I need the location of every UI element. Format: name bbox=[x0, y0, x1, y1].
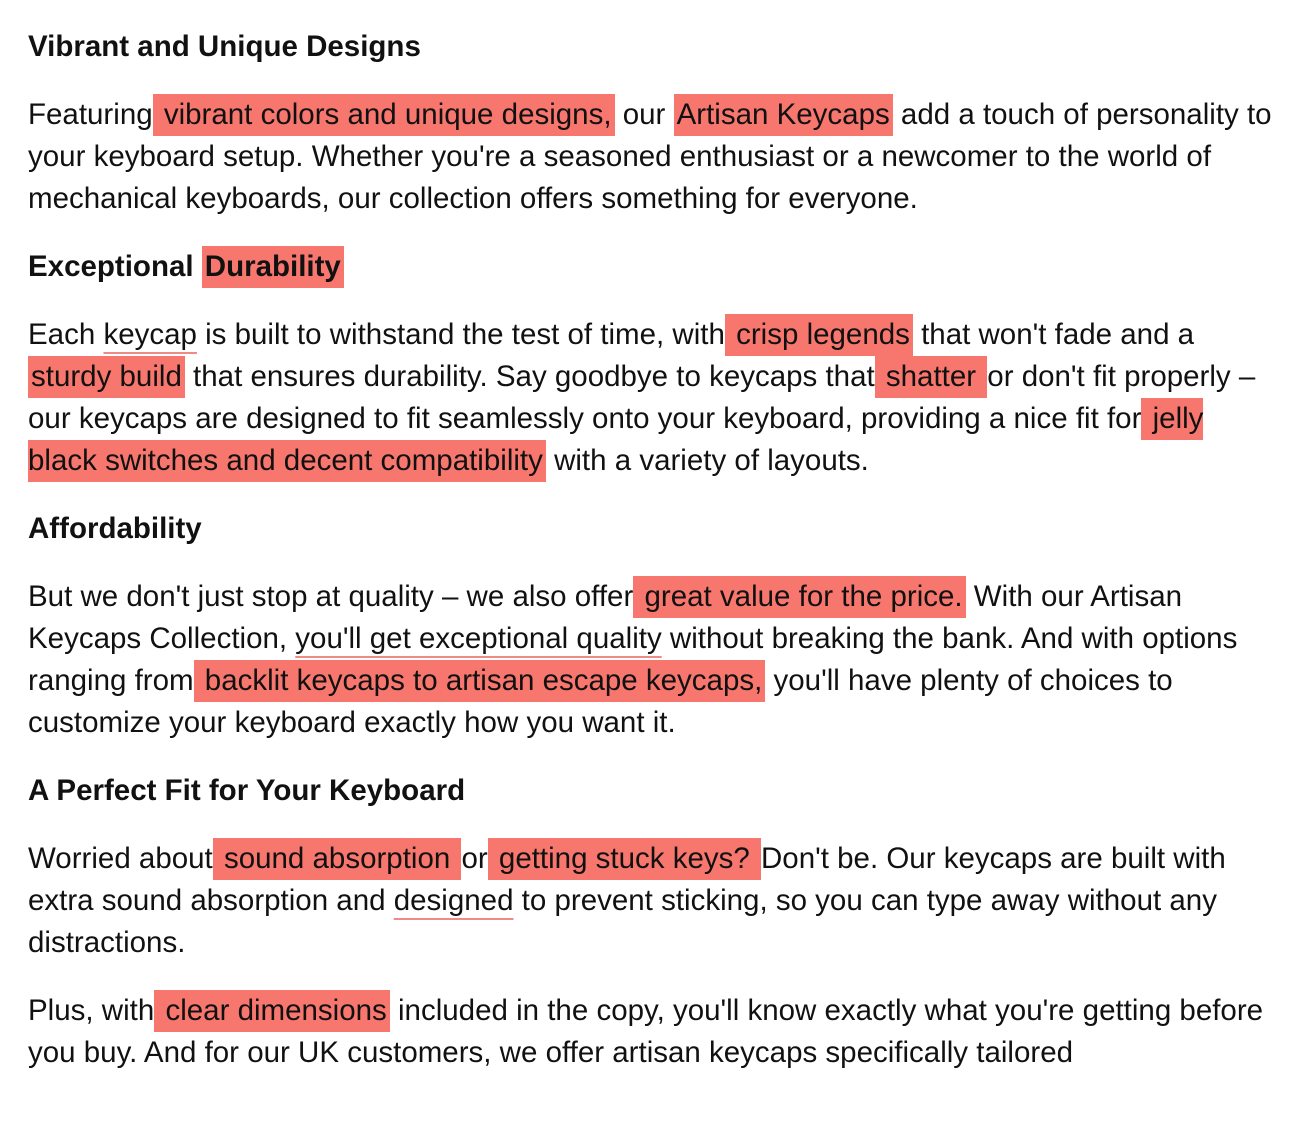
section-heading bbox=[28, 508, 1278, 550]
highlighted-phrase: sturdy build bbox=[28, 356, 185, 398]
paragraph[interactable] bbox=[28, 838, 1278, 964]
document-body bbox=[28, 26, 1278, 1100]
highlighted-phrase: getting stuck keys? bbox=[488, 838, 761, 880]
text-run: that won't fade and a bbox=[912, 318, 1195, 351]
heading-text: Exceptional bbox=[28, 250, 202, 283]
text-run: is built to withstand the test of time, with bbox=[196, 318, 725, 351]
text-run: that ensures durability. Say goodbye to keycaps that bbox=[184, 360, 875, 393]
text-run: our bbox=[614, 98, 674, 131]
section-affordability bbox=[28, 508, 1278, 744]
section-heading bbox=[28, 246, 1278, 288]
heading-text: Vibrant and Unique Designs bbox=[28, 30, 421, 63]
text-run: Featuring bbox=[28, 98, 153, 131]
spellcheck-flagged-word[interactable]: designed bbox=[393, 884, 514, 917]
highlighted-phrase: vibrant colors and unique designs, bbox=[153, 94, 615, 136]
paragraph[interactable] bbox=[28, 314, 1278, 482]
section-heading bbox=[28, 26, 1278, 68]
heading-text: A Perfect Fit for Your Keyboard bbox=[28, 774, 466, 807]
text-run: add a touch of personality to your keyboard setup. Whether you're a seasoned enthusiast or a newcomer to the world of mechanical keyboards, our collection offers something for everyone. bbox=[28, 98, 1272, 215]
highlighted-phrase: crisp legends bbox=[725, 314, 913, 356]
text-run: With our Artisan Keycaps Collection, bbox=[28, 580, 1183, 655]
section-vibrant-designs bbox=[28, 26, 1278, 220]
text-run: or bbox=[461, 842, 488, 875]
text-run: Plus, with bbox=[28, 994, 155, 1027]
text-run: or don't fit properly – our keycaps are designed to fit seamlessly onto your keyboard, providing a nice fit for bbox=[28, 360, 1256, 435]
text-run: without breaking the bank. And with options ranging from bbox=[28, 622, 1238, 697]
text-run: Each bbox=[28, 318, 104, 351]
section-perfect-fit bbox=[28, 770, 1278, 1074]
spellcheck-flagged-word[interactable]: keycap bbox=[103, 318, 197, 351]
text-run: to prevent sticking, so you can type away without any distractions. bbox=[28, 884, 1217, 959]
highlighted-phrase: backlit keycaps to artisan escape keycaps, bbox=[194, 660, 766, 702]
highlighted-phrase: great value for the price. bbox=[633, 576, 965, 618]
highlighted-phrase: clear dimensions bbox=[154, 990, 390, 1032]
text-run: But we don't just stop at quality – we also offer bbox=[28, 580, 634, 613]
highlighted-phrase: sound absorption bbox=[213, 838, 462, 880]
heading-text: Affordability bbox=[28, 512, 202, 545]
highlighted-phrase: Durability bbox=[202, 246, 344, 288]
paragraph[interactable] bbox=[28, 576, 1278, 744]
grammar-flagged-phrase[interactable]: you'll get exceptional quality bbox=[295, 622, 662, 655]
paragraph[interactable] bbox=[28, 990, 1278, 1074]
text-run: included in the copy, you'll know exactly what you're getting before you buy. And for our UK customers, we offer artisan keycaps specifically tailored bbox=[28, 994, 1264, 1069]
text-run: you'll have plenty of choices to customize your keyboard exactly how you want it. bbox=[28, 664, 1173, 739]
text-run: Worried about bbox=[28, 842, 213, 875]
section-heading bbox=[28, 770, 1278, 812]
text-run: with a variety of layouts. bbox=[545, 444, 869, 477]
highlighted-phrase: Artisan Keycaps bbox=[674, 94, 893, 136]
text-run: Don't be. Our keycaps are built with extra sound absorption and bbox=[28, 842, 1226, 917]
paragraph[interactable] bbox=[28, 94, 1278, 220]
highlighted-phrase: shatter bbox=[875, 356, 988, 398]
section-durability bbox=[28, 246, 1278, 482]
highlighted-phrase: jelly black switches and decent compatibility bbox=[28, 398, 1203, 482]
